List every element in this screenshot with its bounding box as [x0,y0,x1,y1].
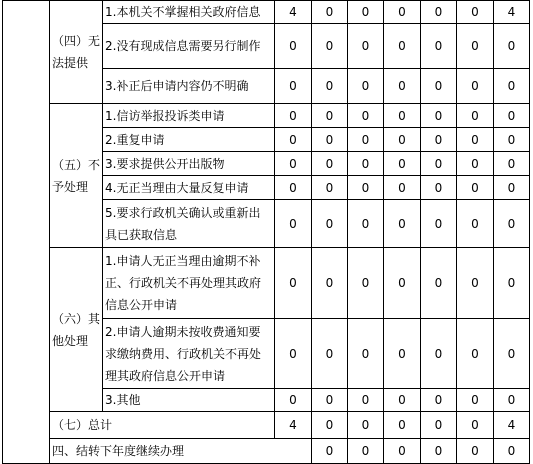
value-cell: 0 [312,176,348,200]
value-cell: 0 [421,248,457,319]
value-cell: 0 [312,319,348,389]
value-cell: 0 [457,176,494,200]
value-cell: 0 [312,248,348,319]
value-cell: 0 [312,412,348,439]
value-cell: 0 [348,412,384,439]
value-cell: 0 [494,152,530,176]
value-cell: 0 [457,200,494,248]
value-cell: 0 [348,176,384,200]
value-cell: 0 [494,389,530,412]
value-cell: 0 [421,412,457,439]
value-cell: 0 [421,24,457,69]
value-cell: 0 [384,69,421,104]
value-cell: 0 [457,128,494,152]
value-cell: 0 [348,128,384,152]
value-cell: 0 [348,104,384,128]
total-row [3,412,530,439]
sub-item-label: 3.要求提供公开出版物 [103,152,275,176]
value-cell: 0 [384,152,421,176]
sub-item-label: 1.本机关不掌握相关政府信息 [103,1,275,24]
value-cell: 0 [494,439,530,464]
value-cell: 0 [348,439,384,464]
carryover-label: 四、结转下年度继续办理 [50,439,312,464]
value-cell: 0 [275,152,312,176]
value-cell: 0 [384,248,421,319]
value-cell: 0 [348,319,384,389]
value-cell: 0 [421,200,457,248]
value-cell: 0 [275,389,312,412]
value-cell: 0 [348,1,384,24]
value-cell: 0 [494,69,530,104]
value-cell: 0 [421,439,457,464]
left-margin-cell [3,1,50,464]
value-cell: 0 [275,200,312,248]
value-cell: 0 [312,1,348,24]
value-cell: 0 [384,1,421,24]
table-row [3,248,530,319]
value-cell: 0 [384,24,421,69]
value-cell: 0 [494,128,530,152]
value-cell: 4 [275,412,312,439]
value-cell: 0 [312,200,348,248]
value-cell: 0 [457,439,494,464]
value-cell: 0 [312,24,348,69]
value-cell: 0 [275,69,312,104]
value-cell: 0 [384,128,421,152]
value-cell: 0 [384,200,421,248]
value-cell: 0 [457,69,494,104]
value-cell: 0 [494,319,530,389]
value-cell: 0 [348,248,384,319]
value-cell: 0 [384,389,421,412]
category-label: （五）不予处理 [50,104,103,248]
value-cell: 0 [457,389,494,412]
value-cell: 0 [312,389,348,412]
value-cell: 0 [457,152,494,176]
value-cell: 0 [384,439,421,464]
value-cell: 0 [457,248,494,319]
carryover-row [3,439,530,464]
sub-item-label: 2.申请人逾期未按收费通知要求缴纳费用、行政机关不再处理其政府信息公开申请 [103,319,275,389]
value-cell: 0 [312,152,348,176]
value-cell: 0 [275,128,312,152]
value-cell: 0 [457,412,494,439]
value-cell: 0 [421,69,457,104]
value-cell: 4 [494,1,530,24]
value-cell: 0 [457,24,494,69]
value-cell: 0 [494,176,530,200]
value-cell: 0 [312,128,348,152]
value-cell: 0 [275,104,312,128]
value-cell: 0 [421,176,457,200]
value-cell: 0 [384,412,421,439]
value-cell: 0 [384,319,421,389]
category-label: （四）无法提供 [50,1,103,104]
sub-item-label: 2.重复申请 [103,128,275,152]
table-row [3,1,530,24]
value-cell: 0 [312,104,348,128]
value-cell: 0 [348,389,384,412]
value-cell: 0 [312,69,348,104]
value-cell: 0 [348,152,384,176]
value-cell: 0 [275,248,312,319]
value-cell: 0 [421,152,457,176]
value-cell: 0 [494,200,530,248]
sub-item-label: 2.没有现成信息需要另行制作 [103,24,275,69]
value-cell: 4 [275,1,312,24]
total-label: （七）总计 [50,412,275,439]
value-cell: 0 [384,104,421,128]
category-label: （六）其他处理 [50,248,103,412]
value-cell: 0 [494,248,530,319]
sub-item-label: 4.无正当理由大量反复申请 [103,176,275,200]
sub-item-label: 5.要求行政机关确认或重新出具已获取信息 [103,200,275,248]
value-cell: 0 [348,24,384,69]
table-row [3,104,530,128]
value-cell: 4 [494,412,530,439]
value-cell: 0 [457,104,494,128]
value-cell: 0 [494,104,530,128]
value-cell: 0 [494,24,530,69]
value-cell: 0 [421,319,457,389]
value-cell: 0 [312,439,348,464]
value-cell: 0 [275,24,312,69]
value-cell: 0 [421,1,457,24]
sub-item-label: 1.信访举报投诉类申请 [103,104,275,128]
value-cell: 0 [457,319,494,389]
value-cell: 0 [348,200,384,248]
value-cell: 0 [457,1,494,24]
value-cell: 0 [275,176,312,200]
value-cell: 0 [384,176,421,200]
value-cell: 0 [421,389,457,412]
sub-item-label: 3.补正后申请内容仍不明确 [103,69,275,104]
value-cell: 0 [421,104,457,128]
value-cell: 0 [421,128,457,152]
sub-item-label: 1.申请人无正当理由逾期不补正、行政机关不再处理其政府信息公开申请 [103,248,275,319]
sub-item-label: 3.其他 [103,389,275,412]
value-cell: 0 [348,69,384,104]
statistics-table [2,0,530,464]
value-cell: 0 [275,319,312,389]
